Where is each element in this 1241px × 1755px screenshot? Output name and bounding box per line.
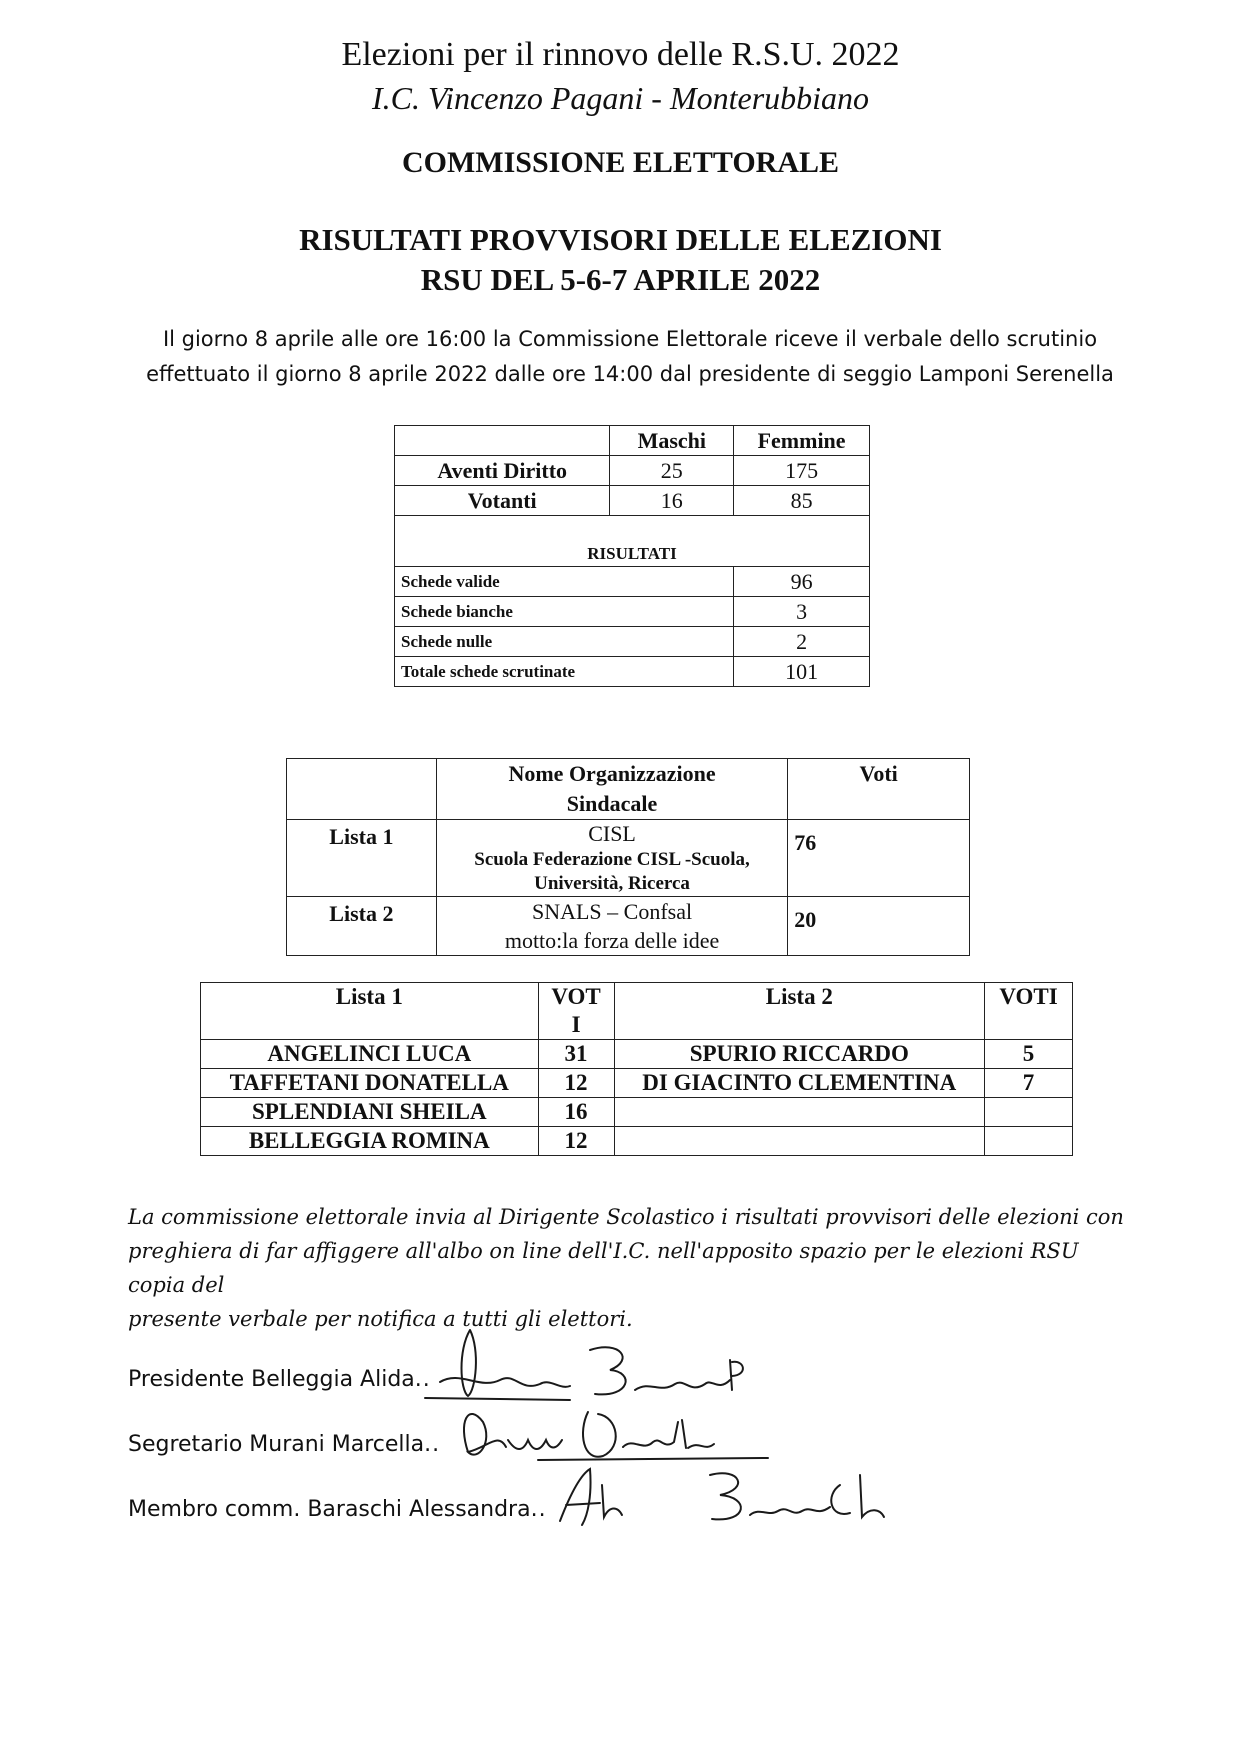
table-row xyxy=(395,456,870,486)
school-name: I.C. Vincenzo Pagani - Monterubbiano xyxy=(371,80,870,116)
empty-cell xyxy=(395,426,610,456)
candidate-name xyxy=(614,1127,985,1156)
table-row xyxy=(395,486,870,516)
candidate-votes: 16 xyxy=(538,1098,614,1127)
col-maschi: Maschi xyxy=(610,426,734,456)
list-votes: 76 xyxy=(788,820,970,897)
org-name: CISL xyxy=(588,821,636,846)
candidate-votes xyxy=(985,1098,1073,1127)
col-voti2: VOTI xyxy=(985,983,1073,1040)
results-title: RISULTATI PROVVISORI DELLE ELEZIONI xyxy=(299,222,942,257)
candidate-name: SPLENDIANI SHEILA xyxy=(201,1098,539,1127)
dotted-line: .. xyxy=(530,1497,547,1522)
table-row xyxy=(201,1098,1073,1127)
cell-value: 3 xyxy=(734,597,870,627)
closing-paragraph xyxy=(128,1200,1128,1336)
cell-value: 96 xyxy=(734,567,870,597)
candidate-votes: 12 xyxy=(538,1127,614,1156)
table-row xyxy=(395,516,870,567)
table-row xyxy=(201,1069,1073,1098)
col-voti1-line: VOT xyxy=(551,984,601,1009)
table-row xyxy=(395,597,870,627)
closing-line: preghiera di far affiggere all'albo on line dell'I.C. nell'apposito spazio per le elezioni RSU copia del xyxy=(128,1239,1079,1297)
col-org-line: Nome Organizzazione xyxy=(508,761,716,786)
list-votes: 20 xyxy=(788,897,970,956)
signatory-label: Segretario Murani Marcella xyxy=(128,1432,425,1457)
candidate-name: BELLEGGIA ROMINA xyxy=(201,1127,539,1156)
candidate-votes: 31 xyxy=(538,1040,614,1069)
org-subtitle: Scuola Federazione CISL -Scuola, xyxy=(474,849,750,870)
signatory-label: Presidente Belleggia Alida xyxy=(128,1367,415,1392)
org-cell xyxy=(436,897,788,956)
cell-value: 2 xyxy=(734,627,870,657)
table-row xyxy=(201,1127,1073,1156)
org-cell xyxy=(436,820,788,897)
cell-value: 175 xyxy=(734,456,870,486)
col-lista1: Lista 1 xyxy=(201,983,539,1040)
table-row xyxy=(287,820,970,897)
table-row xyxy=(287,759,970,820)
row-label: Schede nulle xyxy=(395,627,734,657)
org-subtitle: Università, Ricerca xyxy=(534,873,690,894)
election-title: Elezioni per il rinnovo delle R.S.U. 2022 xyxy=(341,36,900,73)
closing-line: presente verbale per notifica a tutti gli elettori. xyxy=(128,1307,633,1331)
empty-cell xyxy=(287,759,437,820)
cell-value: 85 xyxy=(734,486,870,516)
col-org xyxy=(436,759,788,820)
col-voti1 xyxy=(538,983,614,1040)
org-name: SNALS – Confsal xyxy=(531,899,693,924)
row-label: Totale schede scrutinate xyxy=(395,657,734,687)
row-label: Schede valide xyxy=(395,567,734,597)
dotted-line: .. xyxy=(414,1367,431,1392)
candidate-name: ANGELINCI LUCA xyxy=(201,1040,539,1069)
lists-table xyxy=(286,758,970,956)
closing-line: La commissione elettorale invia al Dirigente Scolastico i risultati provvisori delle elezioni con xyxy=(128,1205,1124,1229)
cell-value: 101 xyxy=(734,657,870,687)
candidate-name: DI GIACINTO CLEMENTINA xyxy=(614,1069,985,1098)
candidates-table xyxy=(200,982,1073,1156)
candidate-name: SPURIO RICCARDO xyxy=(614,1040,985,1069)
col-lista2: Lista 2 xyxy=(614,983,985,1040)
intro-line: effettuato il giorno 8 aprile 2022 dalle ore 14:00 dal presidente di seggio Lamponi Serenella xyxy=(146,362,1114,386)
col-femmine: Femmine xyxy=(734,426,870,456)
signature-line-segretario xyxy=(128,1432,440,1457)
col-voti1-line: I xyxy=(571,1012,581,1037)
col-org-line: Sindacale xyxy=(566,791,658,816)
intro-paragraph xyxy=(120,322,1140,392)
table-row xyxy=(395,426,870,456)
turnout-table xyxy=(394,425,870,687)
results-date: RSU DEL 5-6-7 APRILE 2022 xyxy=(420,262,821,297)
table-row xyxy=(395,657,870,687)
list-label: Lista 2 xyxy=(287,897,437,956)
commission-heading: COMMISSIONE ELETTORALE xyxy=(401,146,840,179)
org-motto: motto:la forza delle idee xyxy=(504,928,720,953)
dotted-line: .. xyxy=(424,1432,441,1457)
table-row xyxy=(395,627,870,657)
candidate-votes: 7 xyxy=(985,1069,1073,1098)
row-label: Aventi Diritto xyxy=(395,456,610,486)
table-row xyxy=(201,983,1073,1040)
row-label: Votanti xyxy=(395,486,610,516)
table-row xyxy=(287,897,970,956)
signature-membro xyxy=(540,1455,920,1535)
candidate-votes: 12 xyxy=(538,1069,614,1098)
candidate-name: TAFFETANI DONATELLA xyxy=(201,1069,539,1098)
signatory-label: Membro comm. Baraschi Alessandra xyxy=(128,1497,531,1522)
signature-line-presidente xyxy=(128,1367,431,1392)
candidate-votes xyxy=(985,1127,1073,1156)
col-voti: Voti xyxy=(788,759,970,820)
cell-value: 16 xyxy=(610,486,734,516)
table-row xyxy=(395,567,870,597)
intro-line: Il giorno 8 aprile alle ore 16:00 la Commissione Elettorale riceve il verbale dello scrutinio xyxy=(162,327,1098,351)
results-label: RISULTATI xyxy=(395,516,870,567)
table-row xyxy=(201,1040,1073,1069)
signature-line-membro xyxy=(128,1497,547,1522)
list-label: Lista 1 xyxy=(287,820,437,897)
cell-value: 25 xyxy=(610,456,734,486)
row-label: Schede bianche xyxy=(395,597,734,627)
candidate-name xyxy=(614,1098,985,1127)
candidate-votes: 5 xyxy=(985,1040,1073,1069)
